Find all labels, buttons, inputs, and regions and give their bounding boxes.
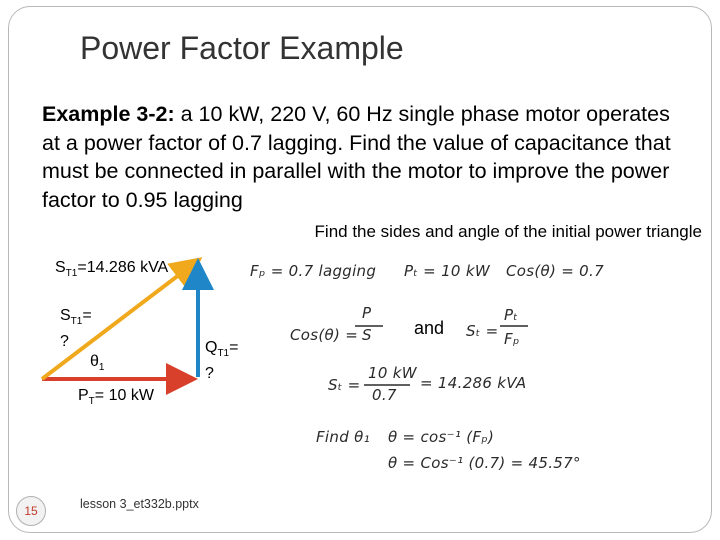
theta-label (90, 352, 104, 378)
q-unknown-label (205, 338, 238, 384)
q-question: ? (205, 365, 214, 383)
hand-st-calc-lhs: Sₜ = (328, 376, 361, 394)
p-sub: T (88, 396, 95, 408)
p-label (78, 386, 154, 412)
hand-cos-eq-den: S (362, 326, 372, 344)
q-symbol: Q (205, 339, 218, 356)
p-value: = 10 kW (94, 387, 154, 404)
theta-sub: 1 (98, 362, 105, 374)
hand-theta-eq2: θ = Cos⁻¹ (0.7) = 45.57° (388, 454, 581, 472)
s-sub: T1 (70, 316, 83, 328)
slide-number: 15 (24, 504, 38, 518)
theta-symbol: θ (90, 353, 99, 370)
hand-st-calc-result: = 14.286 kVA (420, 374, 527, 392)
s-eq: = (82, 307, 92, 324)
hyp-label-symbol: S (55, 259, 66, 276)
q-eq: = (229, 339, 239, 356)
hand-cos-eq-num: P (362, 304, 372, 322)
hand-fp: Fₚ = 0.7 lagging (250, 262, 377, 280)
s-unknown-label (60, 306, 92, 352)
hand-theta-eq1: θ = cos⁻¹ (Fₚ) (388, 428, 495, 446)
slide-title: Power Factor Example (80, 30, 404, 66)
problem-text: a 10 kW, 220 V, 60 Hz single phase motor operates at a power factor of 0.7 lagging. Find the value of capacitance that must be connected in parallel with the motor to improve the power factor to 0.95 lagging (42, 102, 671, 212)
hand-st-calc-num: 10 kW (368, 364, 417, 382)
problem-label: Example 3-2: (42, 102, 175, 126)
hand-cos: Cos(θ) = 0.7 (506, 262, 604, 280)
hand-find-theta: Find θ₁ (316, 428, 370, 446)
hand-st-num: Pₜ (504, 306, 519, 324)
s-question: ? (60, 333, 69, 351)
p-symbol: P (78, 387, 89, 404)
hand-st-den: Fₚ (504, 330, 520, 348)
and-text: and (414, 318, 445, 338)
hand-pt: Pₜ = 10 kW (404, 262, 490, 280)
s-symbol: S (60, 307, 71, 324)
subheading: Find the sides and angle of the initial power triangle (314, 222, 702, 241)
slide-number-badge (16, 496, 46, 526)
hand-st-bar (500, 324, 528, 328)
hand-st-lhs: Sₜ = (466, 322, 499, 340)
hyp-label (55, 258, 168, 284)
hand-st-calc-den: 0.7 (372, 386, 397, 404)
hyp-label-value: =14.286 kVA (77, 259, 169, 276)
hyp-label-sub: T1 (65, 268, 78, 280)
hand-cos-eq-lhs: Cos(θ) = (290, 326, 359, 344)
footer-filename: lesson 3_et332b.pptx (80, 497, 199, 511)
q-sub: T1 (217, 348, 230, 360)
